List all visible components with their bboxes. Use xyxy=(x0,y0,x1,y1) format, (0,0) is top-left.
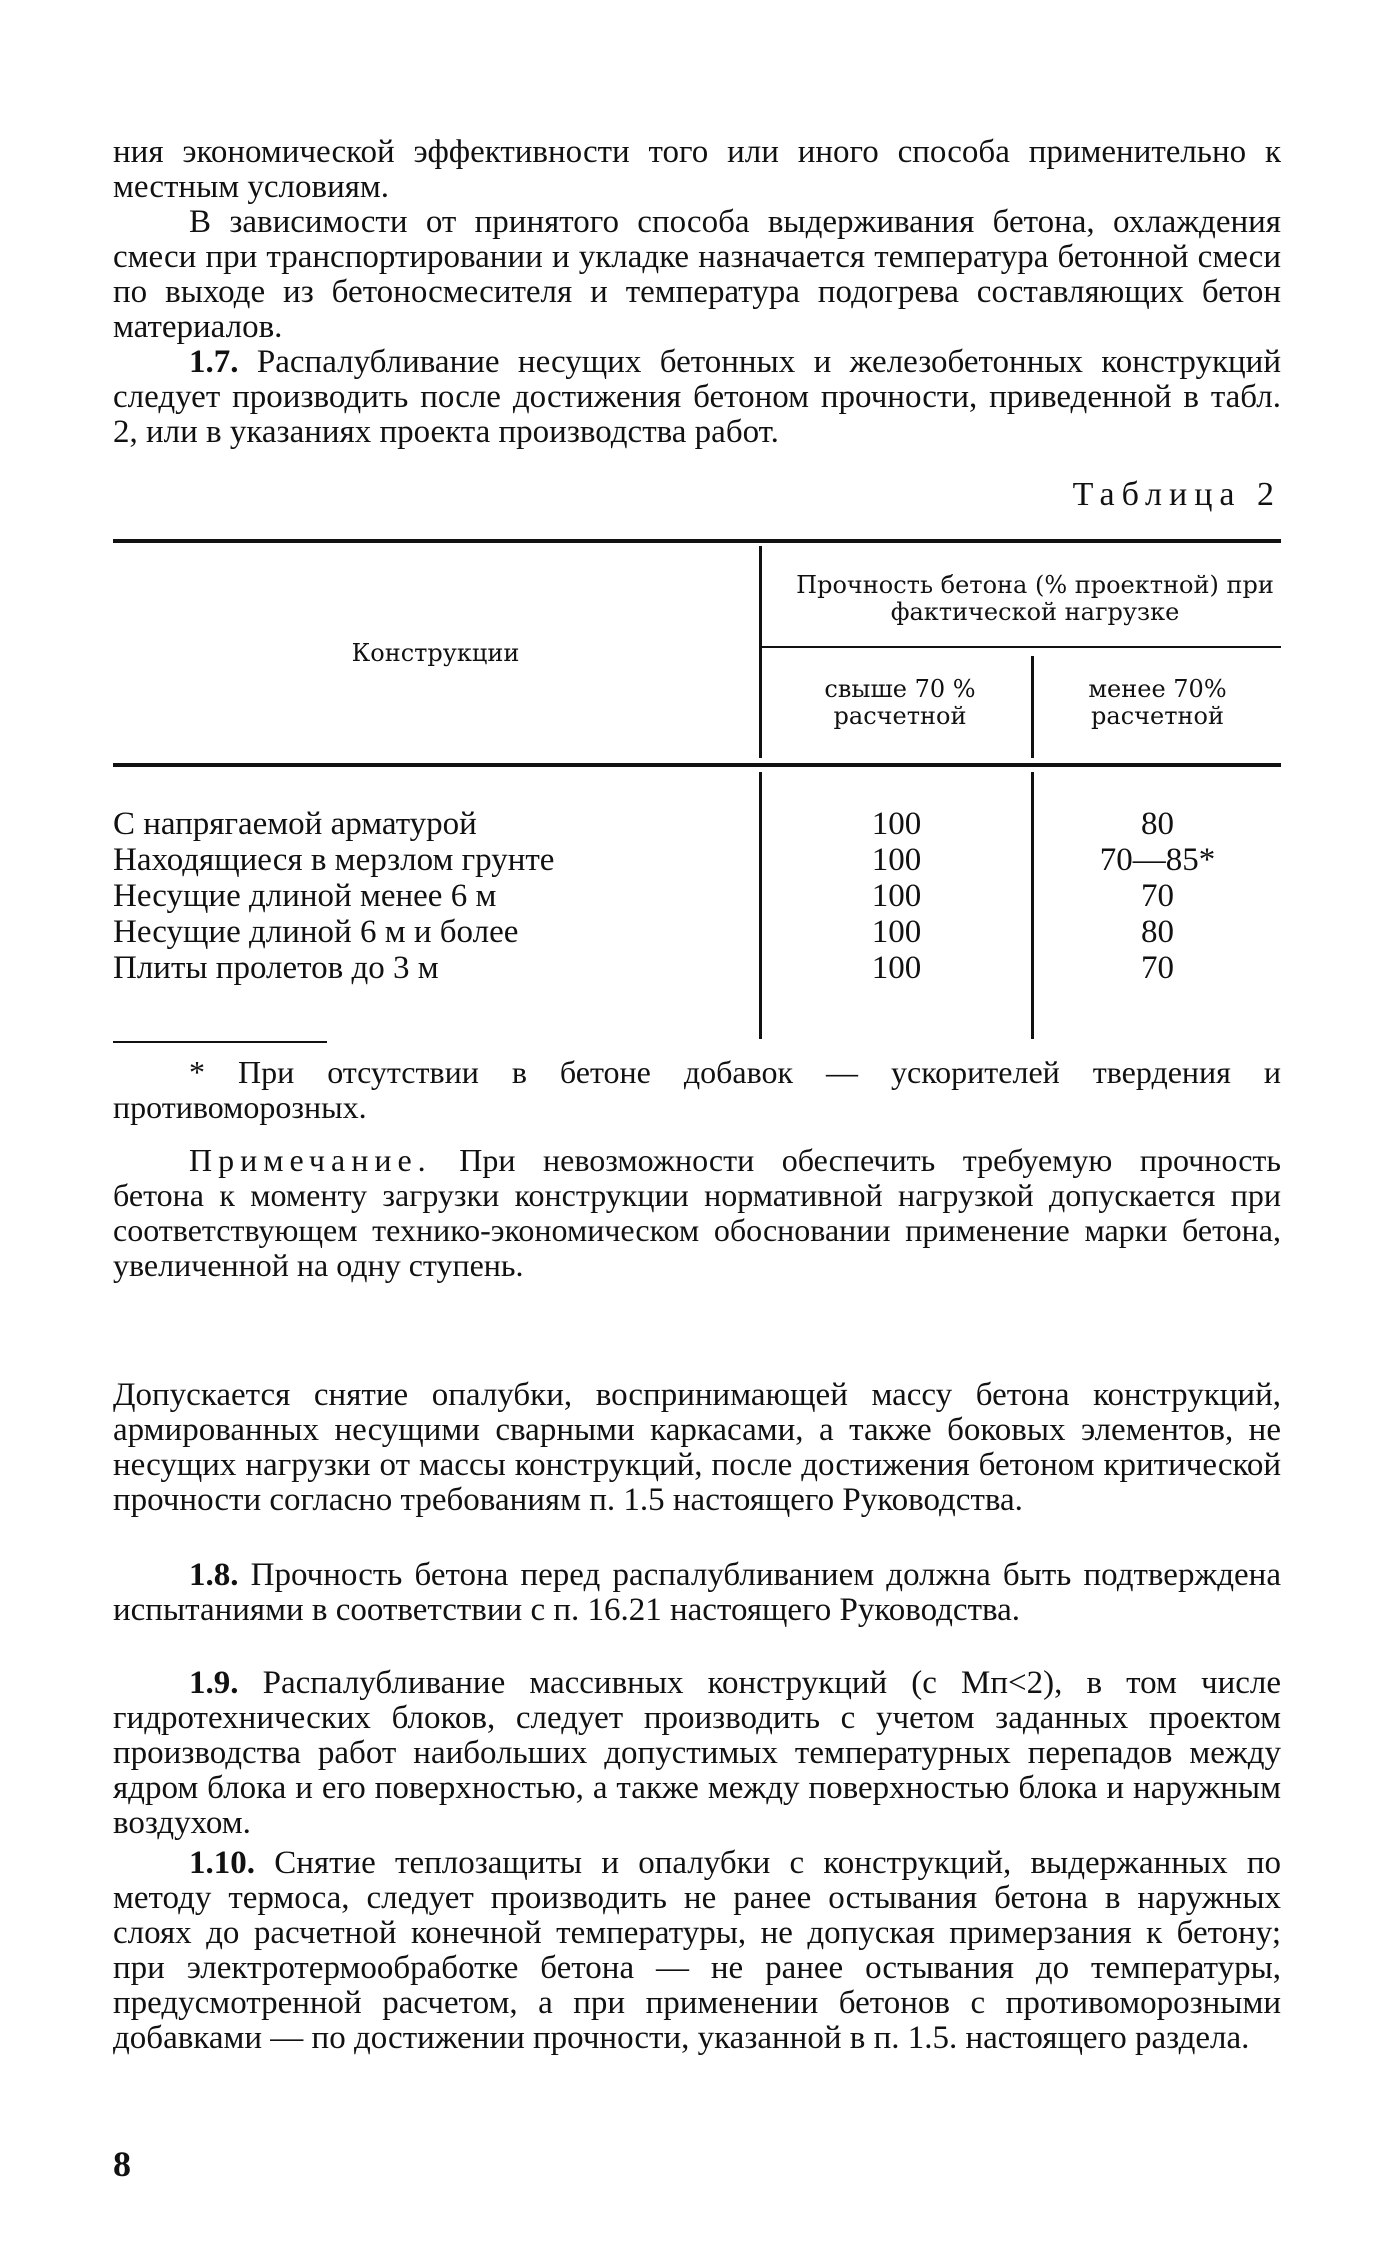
clause-text: Распалубливание массивных конструкций (с Мп<2), в том числе гидротехнических блоков, следует производить с учетом заданных проектом производства работ наибольших допустимых температурных перепадов между ядром блока и его поверхностью, а также между поверхностью блока и наружным воздухом. xyxy=(113,1665,1281,1841)
header-above-70: свыше 70 % расчетной xyxy=(824,675,976,730)
row-3-above: 100 xyxy=(871,878,922,914)
table-note xyxy=(113,1143,1281,1283)
clause-number: 1.7. xyxy=(189,344,239,380)
row-4-above: 100 xyxy=(871,914,922,950)
header-strength: Прочность бетона (% проектной) при фактической нагрузке xyxy=(796,571,1274,626)
paragraph-continuation: ния экономической эффективности того или иного способа применительно к местным условиям. xyxy=(113,134,1281,205)
row-1-below: 80 xyxy=(1141,806,1174,842)
paragraph-1-9 xyxy=(113,1666,1281,1841)
clause-number: 1.8. xyxy=(189,1557,239,1593)
table-header-rule xyxy=(113,763,1281,767)
table-subheader-rule xyxy=(762,646,1281,648)
row-2-below: 70—85* xyxy=(1099,842,1216,878)
clause-number: 1.9. xyxy=(189,1665,239,1701)
table-top-rule xyxy=(113,539,1281,543)
clause-text: Прочность бетона перед распалубливанием должна быть подтверждена испытаниями в соответствии с п. 16.21 настоящего Руководства. xyxy=(113,1557,1281,1628)
table-divider-main-header xyxy=(759,546,762,758)
clause-number: 1.10. xyxy=(189,1845,255,1881)
header-below-70: менее 70% расчетной xyxy=(1088,675,1227,730)
row-4-below: 80 xyxy=(1141,914,1174,950)
row-3-name: Несущие длиной менее 6 м xyxy=(113,878,497,914)
note-text: При невозможности обеспечить требуемую прочность бетона к моменту загрузки конструкции нормативной нагрузкой допускается при соответствующем технико-экономическом обосновании применение марки бетона, увеличенной на одну ступень. xyxy=(113,1142,1281,1283)
row-1-name: С напрягаемой арматурой xyxy=(113,806,477,842)
row-2-name: Находящиеся в мерзлом грунте xyxy=(113,842,555,878)
row-3-below: 70 xyxy=(1141,878,1174,914)
row-5-above: 100 xyxy=(871,950,922,986)
table-caption: Таблица 2 xyxy=(1072,476,1281,513)
header-constructions: Конструкции xyxy=(351,639,520,667)
row-5-name: Плиты пролетов до 3 м xyxy=(113,950,439,986)
clause-text: Снятие теплозащиты и опалубки с конструкций, выдержанных по методу термоса, следует производить не ранее остывания бетона в наружных слоях до расчетной конечной температуры, не допуская примерзания к бетону; при электротермообработке бетона — не ранее остывания до температуры, предусмотренной расчетом, а при применении бетонов с противоморозными добавками — по достижении прочности, указанной в п. 1.5. настоящего раздела. xyxy=(113,1845,1281,2056)
table-footnote: * При отсутствии в бетоне добавок — ускорителей твердения и противоморозных. xyxy=(113,1054,1281,1125)
paragraph-temperature: В зависимости от принятого способа выдерживания бетона, охлаждения смеси при транспортировании и укладке назначается температура бетонной смеси по выходе из бетоносмесителя и температура подогрева составляющих бетон материалов. xyxy=(113,204,1281,345)
paragraph-formwork-removal: Допускается снятие опалубки, воспринимающей массу бетона конструкций, армированных несущими сварными каркасами, а также боковых элементов, не несущих нагрузки от массы конструкций, после достижения бетоном критической прочности согласно требованиям п. 1.5 настоящего Руководства. xyxy=(113,1377,1281,1518)
row-2-above: 100 xyxy=(871,842,922,878)
footnote-rule xyxy=(113,1041,327,1043)
page-number: 8 xyxy=(113,2144,131,2184)
note-label: Примечание. xyxy=(189,1142,432,1178)
paragraph-1-7 xyxy=(113,345,1281,450)
row-1-above: 100 xyxy=(871,806,922,842)
row-5-below: 70 xyxy=(1141,950,1174,986)
clause-text: Распалубливание несущих бетонных и железобетонных конструкций следует производить после достижения бетоном прочности, приведенной в табл. 2, или в указаниях проекта производства работ. xyxy=(113,344,1281,450)
table-divider-sub-header xyxy=(1031,656,1034,758)
row-4-name: Несущие длиной 6 м и более xyxy=(113,914,519,950)
paragraph-1-8 xyxy=(113,1558,1281,1628)
paragraph-1-10 xyxy=(113,1846,1281,2056)
